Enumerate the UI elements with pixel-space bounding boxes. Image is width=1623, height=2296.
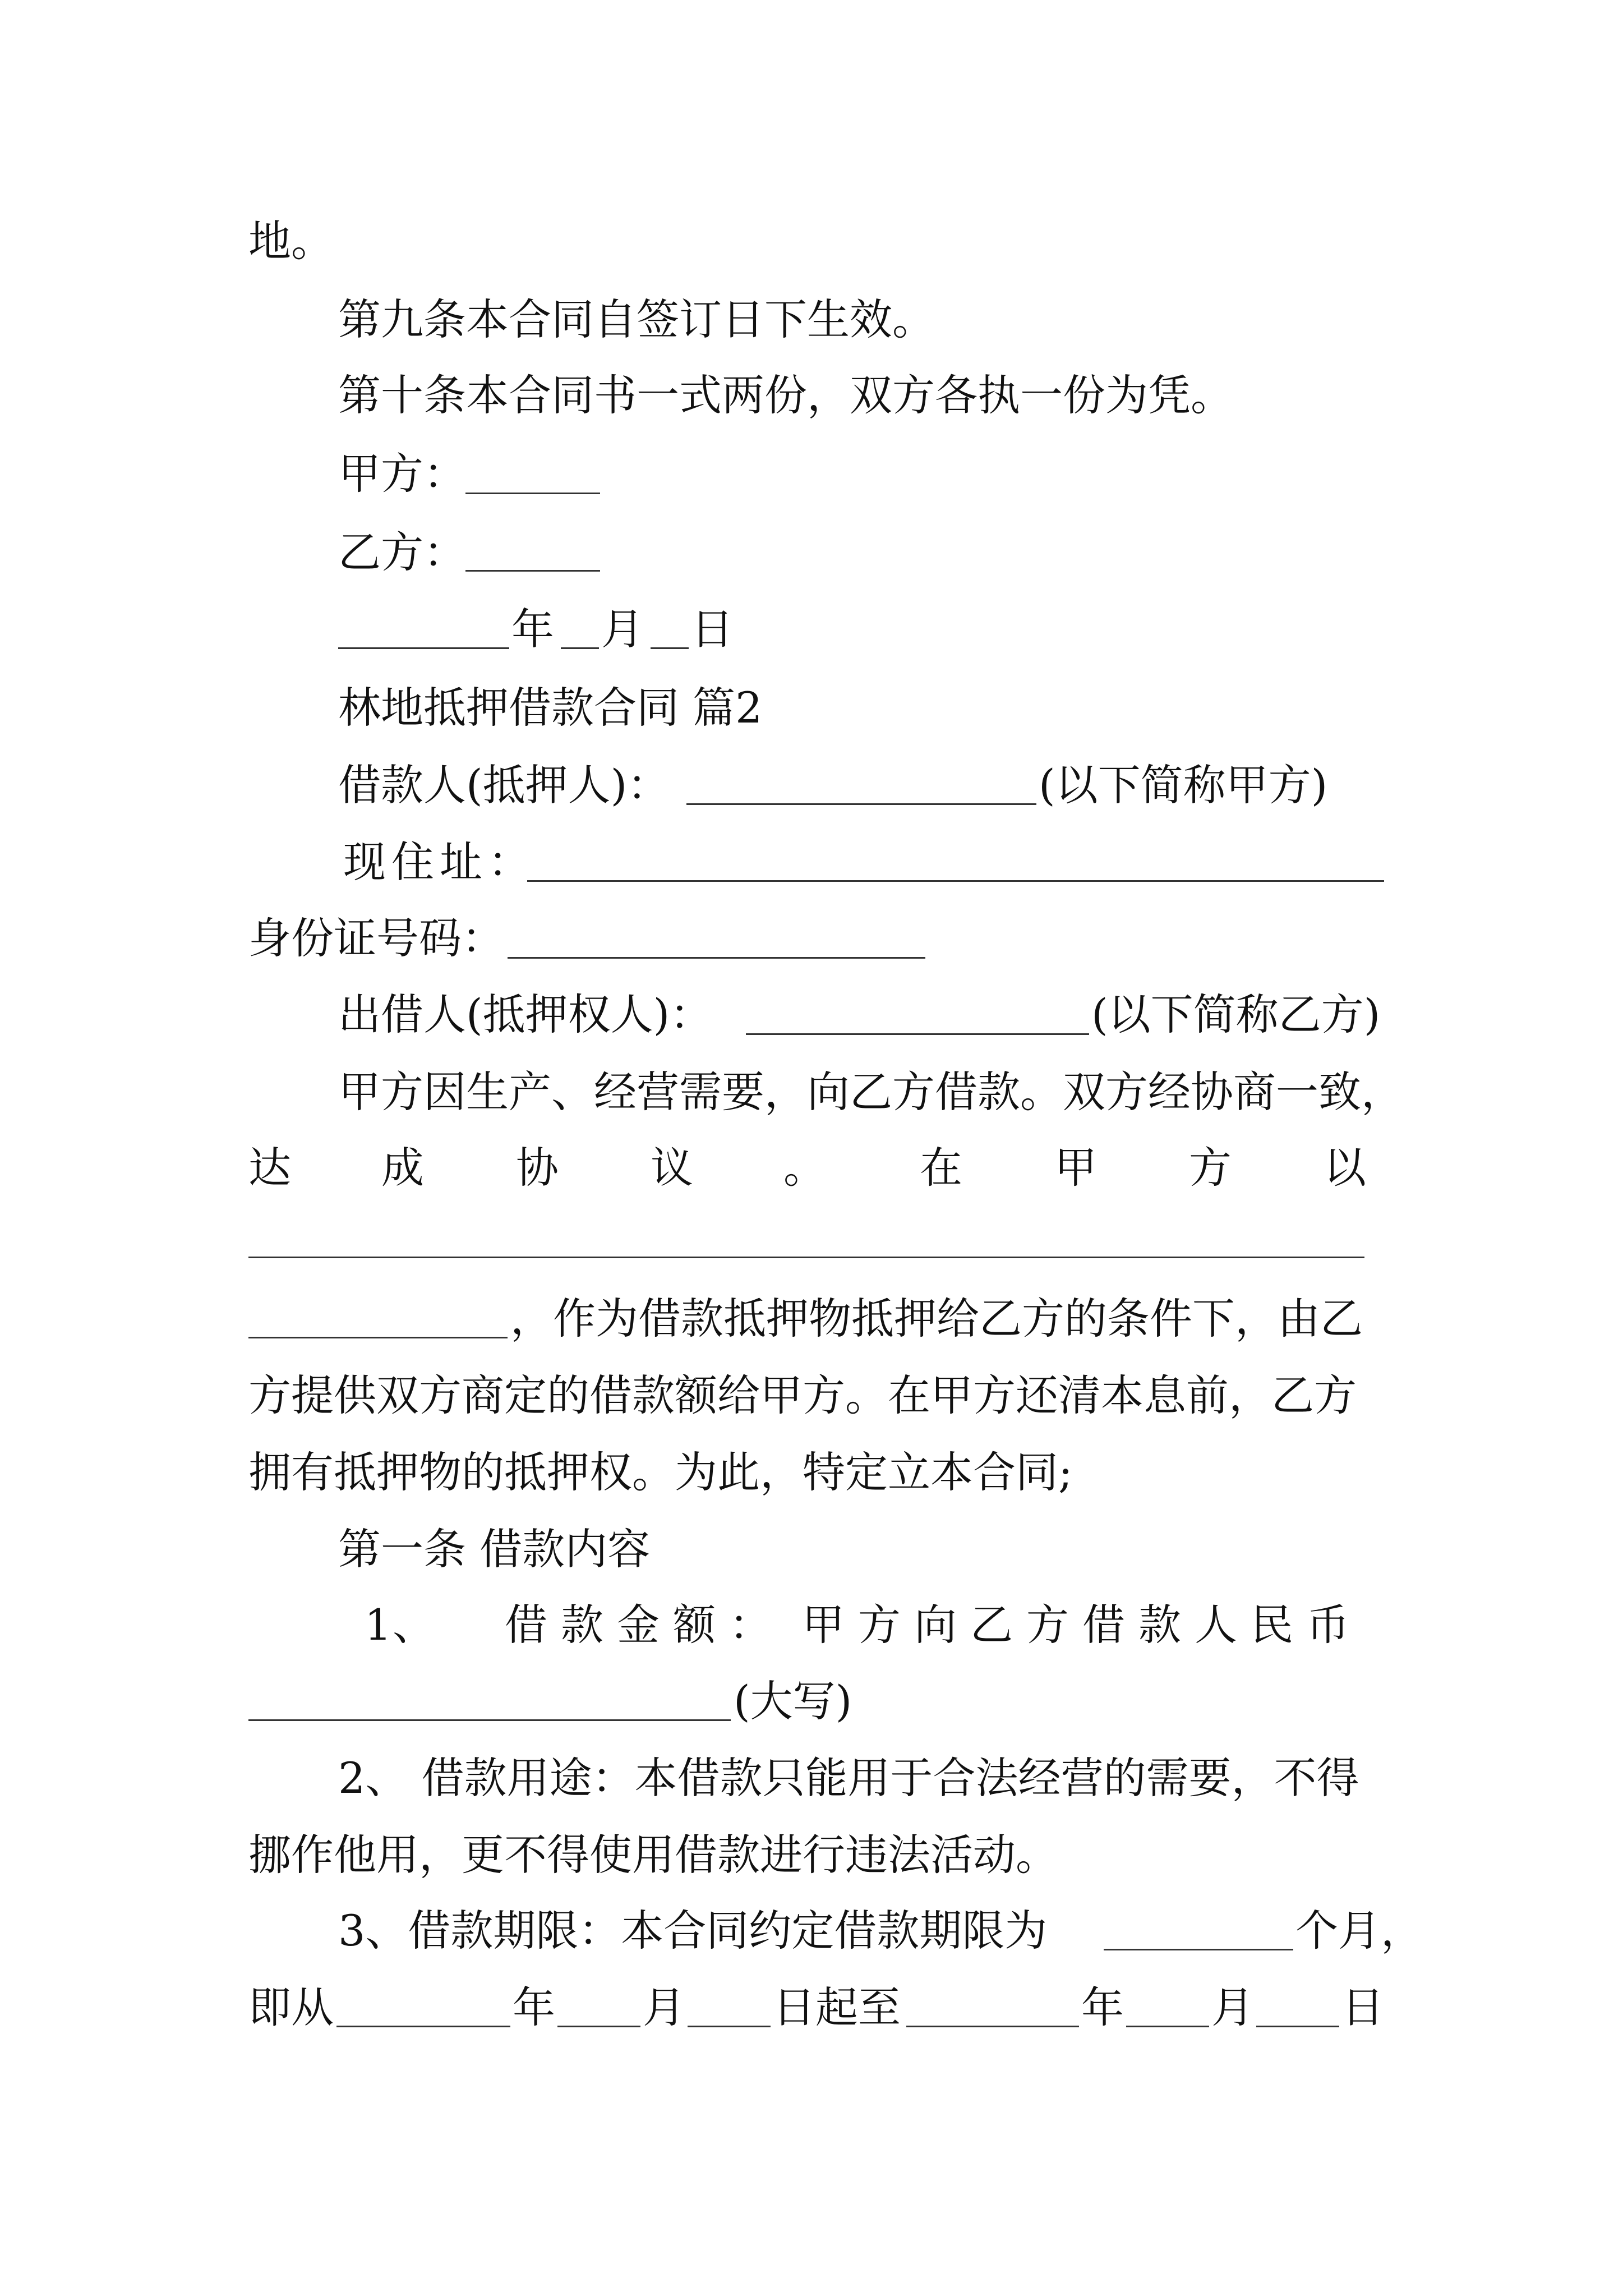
loan-amount-blank: [248, 1719, 731, 1721]
collateral-blank-short: [248, 1337, 508, 1338]
party-a-blank: [465, 493, 600, 494]
item-1-justified-line: [365, 1599, 1385, 1651]
borrower-suffix: (以下简称甲方): [1039, 760, 1328, 810]
loan-term-blank: [1104, 1949, 1293, 1950]
char: 借: [1082, 1600, 1125, 1650]
date-year-blank: [338, 647, 509, 649]
date-year-label: 年: [511, 604, 554, 654]
date-day-blank: [651, 647, 689, 649]
char: 、: [393, 1600, 435, 1650]
from-year-blank: [336, 2026, 510, 2027]
paragraph-line: ，作为借款抵押物抵押给乙方的条件下，由乙: [510, 1294, 1363, 1343]
article-10: 第十条本合同书一式两份，双方各执一份为凭。: [338, 370, 1233, 420]
char: 方: [1189, 1143, 1232, 1193]
char: 达: [248, 1143, 291, 1193]
term-from-label: 即从: [248, 1982, 334, 2032]
borrower-label: 借款人(抵押人)：: [338, 760, 670, 810]
char: 协: [516, 1143, 559, 1193]
char: 。: [783, 1143, 826, 1193]
to-year-blank: [906, 2026, 1079, 2027]
to-day-label: 日: [1341, 1982, 1384, 2032]
char: 向: [914, 1600, 957, 1650]
id-number-label: 身份证号码：: [248, 913, 504, 963]
char: 成: [381, 1143, 424, 1193]
party-a-label: 甲方：: [338, 449, 466, 499]
char: 乙: [970, 1600, 1013, 1650]
party-b-blank: [465, 570, 600, 572]
lender-suffix: (以下简称乙方): [1091, 990, 1381, 1039]
char: 甲: [802, 1600, 845, 1650]
char: 额: [673, 1600, 716, 1650]
paragraph-line: 方提供双方商定的借款额给甲方。在甲方还清本息前，乙方: [248, 1370, 1357, 1420]
loan-term-suffix: 个月，: [1295, 1906, 1423, 1955]
date-month-blank: [561, 647, 599, 649]
to-month-blank: [1126, 2026, 1209, 2027]
article-1-heading: 第一条 借款内容: [338, 1524, 651, 1574]
item-3-line: 3、借款期限：本合同约定借款期限为: [338, 1906, 1048, 1955]
char: 方: [858, 1600, 901, 1650]
item-2-line: 2、 借款用途：本借款只能用于合法经营的需要，不得: [338, 1753, 1359, 1803]
article-9: 第九条本合同自签订日下生效。: [338, 295, 935, 344]
char: 以: [1324, 1143, 1366, 1193]
borrower-blank: [686, 803, 1036, 805]
loan-amount-suffix: (大写): [734, 1676, 852, 1726]
char: 1: [365, 1600, 392, 1650]
date-month-label: 月: [601, 604, 644, 654]
char: ：: [729, 1600, 772, 1650]
paragraph-continuation: 地。: [248, 216, 334, 266]
paragraph-line: 甲方因生产、经营需要，向乙方借款。双方经协商一致，: [338, 1067, 1404, 1117]
address-label: 现住址：: [343, 837, 536, 887]
date-day-label: 日: [691, 604, 734, 654]
from-year-label: 年: [513, 1982, 555, 2032]
paragraph-line: 拥有抵押物的抵押权。为此，特定立本合同;: [248, 1447, 1073, 1497]
char: 人: [1195, 1600, 1237, 1650]
item-2-line: 挪作他用，更不得使用借款进行违法活动。: [248, 1830, 1058, 1880]
id-number-blank: [508, 957, 925, 959]
to-year-label: 年: [1081, 1982, 1124, 2032]
to-label: 日起至: [773, 1982, 901, 2032]
char: 款: [561, 1600, 603, 1650]
justified-line: [248, 1142, 1387, 1194]
to-day-blank: [1256, 2026, 1339, 2027]
char: 民: [1251, 1600, 1293, 1650]
from-month-label: 月: [643, 1982, 685, 2032]
char: 币: [1307, 1600, 1349, 1650]
address-blank: [527, 880, 1384, 882]
char: 方: [1026, 1600, 1069, 1650]
party-b-label: 乙方：: [338, 527, 466, 577]
char: 借: [505, 1600, 547, 1650]
char: 议: [651, 1143, 693, 1193]
to-month-label: 月: [1211, 1982, 1254, 2032]
lender-label: 出借人(抵押权人)：: [338, 990, 713, 1039]
char: 金: [617, 1600, 660, 1650]
char: 甲: [1054, 1143, 1097, 1193]
from-month-blank: [557, 2026, 640, 2027]
lender-blank: [746, 1033, 1089, 1035]
char: 款: [1138, 1600, 1181, 1650]
section-heading: 林地抵押借款合同 篇2: [338, 683, 763, 733]
char: 在: [920, 1143, 962, 1193]
collateral-blank-long: [248, 1257, 1364, 1258]
from-day-blank: [688, 2026, 771, 2027]
